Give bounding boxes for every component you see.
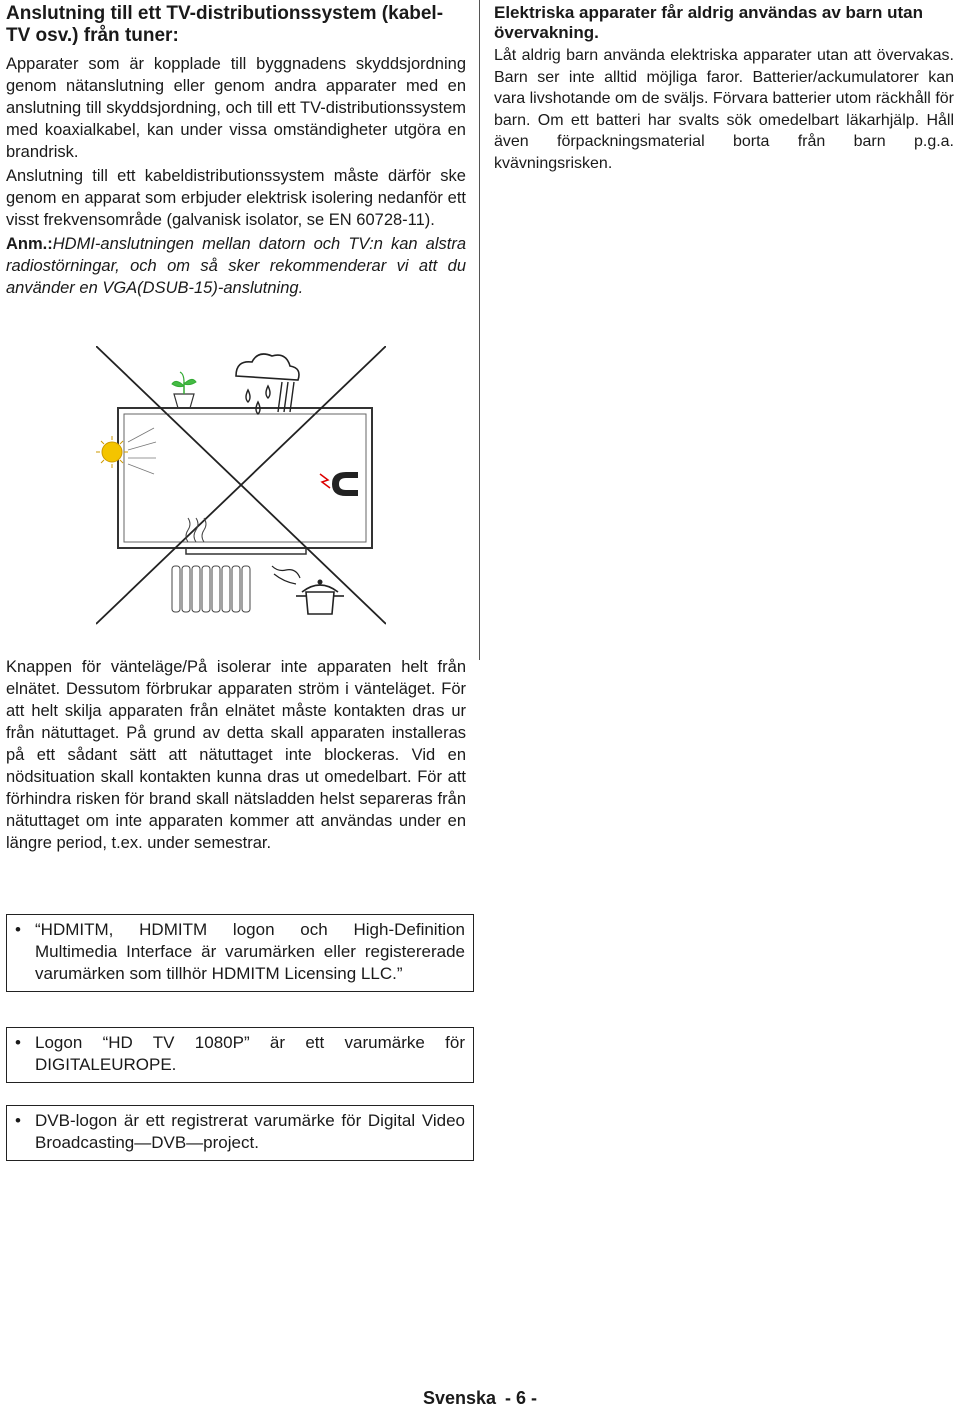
standby-paragraph: Knappen för vänteläge/På isolerar inte apparaten helt från elnätet. Dessutom förbrukar apparaten ström i vänteläget. För att helt skilja apparaten från elnätet måste kontakten dras ur från nätuttaget. På grund av detta skall apparaten installeras på ett sådant sätt att nätuttaget inte blockeras. Vid en nödsituation skall kontakten kunna dras ut omedelbart. För att förhindra risken för brand skall nätsladden helst separeras från nätuttaget om inte apparaten kommer att användas under en längre period, t.ex. under semestrar.: [6, 658, 466, 852]
children-warning-heading: Elektriska apparater får aldrig användas av barn utan övervakning.: [494, 3, 923, 42]
trademark-box-hdmi: [6, 914, 474, 992]
bullet: •: [15, 920, 21, 939]
trademark-text: DVB-logon är ett registrerat varumärke för Digital Video Broadcasting—DVB—project.: [35, 1111, 465, 1152]
isolation-paragraph: Anslutning till ett kabeldistributionssystem måste därför ske genom en apparat som erbjuder elektrisk isolering nedanför ett visst frekvensområde (galvanisk isolator, se EN 60728-11).: [6, 167, 466, 229]
plant-icon: [172, 372, 196, 408]
footer-language: Svenska: [422, 1388, 497, 1408]
page-footer: [0, 1388, 960, 1409]
bullet: •: [15, 1111, 21, 1130]
trademark-text: “HDMITM, HDMITM logon och High-Definition Multimedia Interface är varumärken eller registererade varumärken som tillhör HDMITM Licensing LLC.”: [35, 920, 465, 983]
left-column: [6, 0, 466, 299]
children-warning-paragraph: Låt aldrig barn använda elektriska apparater utan att övervakas. Barn ser inte alltid möjliga faror. Batterier/ackumulatorer kan vara livshotande om de sväljs. Förvara batterier utom räckhåll för barn. Om ett batteri har svalts sök omedelbart läkarhjälp. Håll även förpackningsmaterial borta från barn p.g.a. kvävningsrisken.: [494, 47, 954, 172]
heater-icon: [172, 518, 250, 612]
magnet-icon: [320, 472, 358, 496]
column-divider: [479, 0, 480, 660]
trademark-box-dvb: [6, 1105, 474, 1161]
safety-hazard-illustration: [96, 346, 386, 626]
note-text: HDMI-anslutningen mellan datorn och TV:n kan alstra radiostörningar, och om så sker rekommenderar vi att du använder en VGA(DSUB-15)-anslutning.: [6, 235, 466, 297]
sun-icon: [96, 428, 156, 474]
note-label: Anm.:: [6, 235, 53, 253]
tv-distribution-heading: Anslutning till ett TV-distributionssystem (kabel-TV osv.) från tuner:: [6, 3, 444, 46]
standby-section: [6, 656, 466, 854]
trademark-text: Logon “HD TV 1080P” är ett varumärke för DIGITALEUROPE.: [35, 1033, 465, 1074]
grounding-paragraph: Apparater som är kopplade till byggnadens skyddsjordning genom nätanslutning eller genom andra apparater med en anslutning till skyddsjordning, och till ett TV-distributionssystem med koaxialkabel, kan under vissa omständigheter utgöra en brandrisk.: [6, 55, 466, 161]
bullet: •: [15, 1033, 21, 1052]
rain-cloud-icon: [236, 354, 299, 414]
right-column: [494, 0, 954, 174]
trademark-box-hdtv: [6, 1027, 474, 1083]
page-number: - 6 -: [505, 1388, 538, 1408]
hdmi-note: [6, 233, 466, 299]
